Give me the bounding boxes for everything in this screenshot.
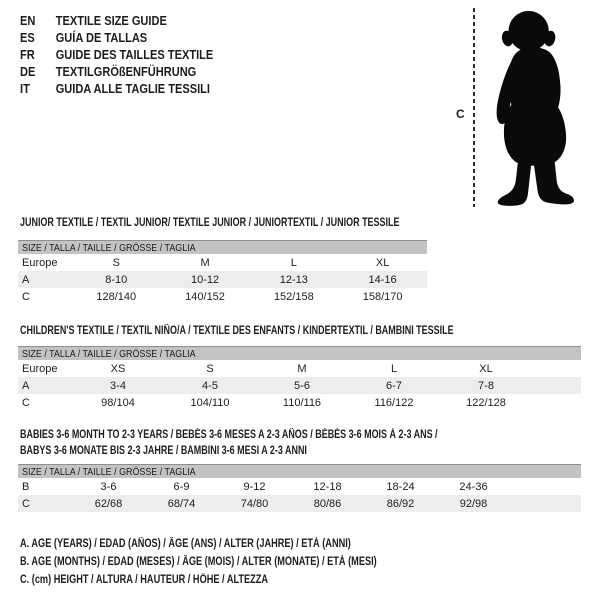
row-label: B [22,480,30,493]
size-header-band [18,464,581,478]
size-cell: 92/98 [459,497,488,510]
row-label: C [22,497,30,510]
size-header-text: SIZE / TALLA / TAILLE / GRÖSSE / TAGLIA [22,241,196,254]
size-header-text: SIZE / TALLA / TAILLE / GRÖSSE / TAGLIA [22,465,196,478]
toddler-silhouette-icon [486,6,588,208]
footnote-b: B. AGE (MONTHS) / EDAD (MESES) / ÂGE (MOIS) / ALTER (MONATE) / ETÀ (MESI) [20,556,377,568]
size-cell: S [112,256,120,269]
height-measure-label: C [456,107,465,121]
language-row [20,46,213,63]
size-cell: 116/122 [374,396,414,409]
table-row [18,495,581,512]
row-label: C [22,396,30,409]
size-cell: 14-16 [368,273,397,286]
size-cell: 5-6 [294,379,310,392]
size-cell: 8-10 [105,273,128,286]
size-cell: L [290,256,297,269]
table-row [18,394,581,411]
language-row [20,63,213,80]
size-cell: 7-8 [478,379,494,392]
size-cell: 12-13 [279,273,308,286]
size-cell: 128/140 [96,290,137,303]
language-code: ES [20,30,35,45]
size-cell: XL [375,256,390,269]
size-cell: XL [479,362,493,375]
size-cell: 86/92 [386,497,415,510]
table-row [18,288,427,305]
size-cell: M [200,256,210,269]
language-title: TEXTILGRÖßENFÜHRUNG [55,64,197,79]
language-row [20,29,213,46]
footnotes [20,535,466,589]
height-measure-dashed-line [473,8,475,207]
size-cell: 12-18 [313,480,342,493]
size-cell: 140/152 [185,290,225,303]
table-row [18,377,581,394]
table-row [18,360,581,377]
size-cell: 18-24 [386,480,415,493]
size-header-band [18,240,427,254]
size-cell: 98/104 [101,396,135,409]
size-cell: 9-12 [243,480,266,493]
size-cell: 62/68 [94,497,123,510]
size-cell: 6-9 [173,480,190,493]
size-header-band [18,346,581,360]
table-row [18,271,427,288]
size-cell: 24-36 [459,480,488,493]
language-code: IT [20,81,30,96]
language-row [20,80,213,97]
babies-size-table [18,464,581,512]
language-code: DE [20,64,36,79]
table-row [18,478,581,495]
size-cell: 3-6 [100,480,117,493]
size-cell: 10-12 [190,273,220,286]
size-cell: L [390,362,398,375]
size-cell: 68/74 [167,497,196,510]
size-cell: 80/86 [313,497,342,510]
language-title-block [20,12,247,97]
children-table-title: CHILDREN'S TEXTILE / TEXTIL NIÑO/A / TEXTILE DES ENFANTS / KINDERTEXTIL / BAMBINI TESSILE [20,325,454,337]
size-cell: 104/110 [190,396,230,409]
row-label: Europe [22,362,58,375]
size-cell: 158/170 [362,290,403,303]
babies-title-line2: BABYS 3-6 MONATE BIS 2-3 JAHRE / BAMBINI 3-6 MESI A 2-3 ANNI [20,444,307,457]
language-title: TEXTILE SIZE GUIDE [55,13,167,28]
junior-size-table [18,240,427,305]
language-title: GUÍA DE TALLAS [55,30,148,45]
table-row [18,254,427,271]
babies-title-line1: BABIES 3-6 MONTH TO 2-3 YEARS / BEBÉS 3-6 MESES A 2-3 AÑOS / BÉBÉS 3-6 MOIS À 2-3 ANS / [20,429,438,441]
language-row [20,12,213,29]
language-code: EN [20,13,36,28]
size-cell: 3-4 [110,379,126,392]
children-size-table [18,346,581,411]
size-cell: 74/80 [240,497,269,510]
row-label: A [22,273,30,286]
footnote-a: A. AGE (YEARS) / EDAD (AÑOS) / ÂGE (ANS) / ALTER (JAHRE) / ETÀ (ANNI) [20,538,351,550]
size-cell: 6-7 [386,379,402,392]
size-cell: 110/116 [282,396,322,409]
language-code: FR [20,47,35,62]
footnote-c: C. (cm) HEIGHT / ALTURA / HAUTEUR / HÖHE / ALTEZZA [20,574,269,586]
size-cell: XS [110,362,126,375]
size-cell: M [297,362,307,375]
language-title: GUIDA ALLE TAGLIE TESSILI [55,81,211,96]
babies-table-title [20,428,438,459]
size-cell: 4-5 [202,379,218,392]
row-label: C [22,290,30,303]
junior-table-title: JUNIOR TEXTILE / TEXTIL JUNIOR/ TEXTILE JUNIOR / JUNIORTEXTIL / JUNIOR TESSILE [20,217,400,229]
size-cell: 122/128 [466,396,506,409]
language-title: GUIDE DES TAILLES TEXTILE [55,47,214,62]
row-label: A [22,379,30,392]
size-cell: 152/158 [273,290,314,303]
row-label: Europe [22,256,58,269]
size-header-text: SIZE / TALLA / TAILLE / GRÖSSE / TAGLIA [22,347,196,360]
size-cell: S [206,362,214,375]
